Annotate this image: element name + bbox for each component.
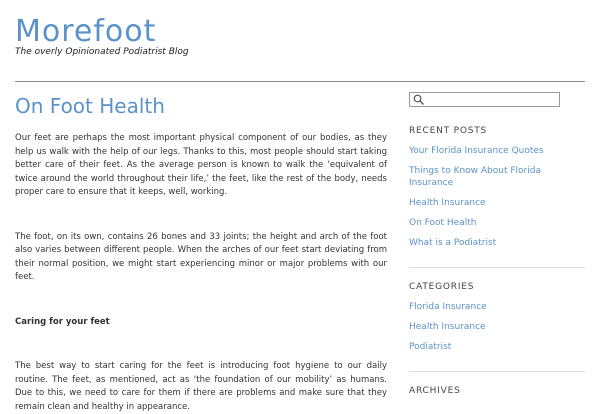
site-tagline: The overly Opinionated Podiatrist Blog [15,47,189,57]
categories-heading: CATEGORIES [409,282,475,292]
recent-post-link[interactable]: On Foot Health [409,218,477,228]
site-title[interactable]: Morefoot [15,14,157,49]
post-body [15,132,387,414]
recent-post-link[interactable]: Your Florida Insurance Quotes [409,146,544,156]
recent-posts-list [409,145,585,249]
post-paragraph: Our feet are perhaps the most important physical component of our bodies, as they help us walk with the help of our legs. Thanks to this, most people should start taking better care of their feet. As the average person is known to walk the ‘equivalent of twice around the world throughout their life,’ the feet, like the rest of the body, needs proper care to ensure that it keeps, well, working. [15,133,387,197]
sidebar [409,92,585,400]
post-paragraph: The foot, on its own, contains 26 bones and 33 joints; the height and arch of the foot also varies between different people. When the arches of our feet start deviating from their normal position, we might start experiencing minor or major problems with our feet. [15,231,387,282]
category-link[interactable]: Health Insurance [409,322,486,332]
search-input[interactable] [409,92,560,107]
widget-divider [409,371,585,372]
recent-post-link[interactable]: What is a Podiatrist [409,238,497,248]
post-paragraph: The best way to start caring for the feet is introducing foot hygiene to our daily routine. The feet, as mentioned, act as ‘the foundation of our mobility’ as humans. Due to this, we need to care for them if there are problems and make sure that they remain clean and healthy in appearance. [15,361,387,412]
search-icon [413,94,425,106]
category-link[interactable]: Florida Insurance [409,302,487,312]
categories-list [409,301,585,353]
recent-post-link[interactable]: Health Insurance [409,198,486,208]
post-subheading: Caring for your feet [15,316,110,327]
category-link[interactable]: Podiatrist [409,342,452,352]
recent-posts-heading: RECENT POSTS [409,126,488,136]
header-divider [15,81,585,82]
archives-heading: ARCHIVES [409,386,461,396]
post-title[interactable]: On Foot Health [15,94,165,118]
widget-divider [409,267,585,268]
main-content [15,92,387,412]
recent-post-link[interactable]: Things to Know About Florida Insurance [409,166,541,188]
